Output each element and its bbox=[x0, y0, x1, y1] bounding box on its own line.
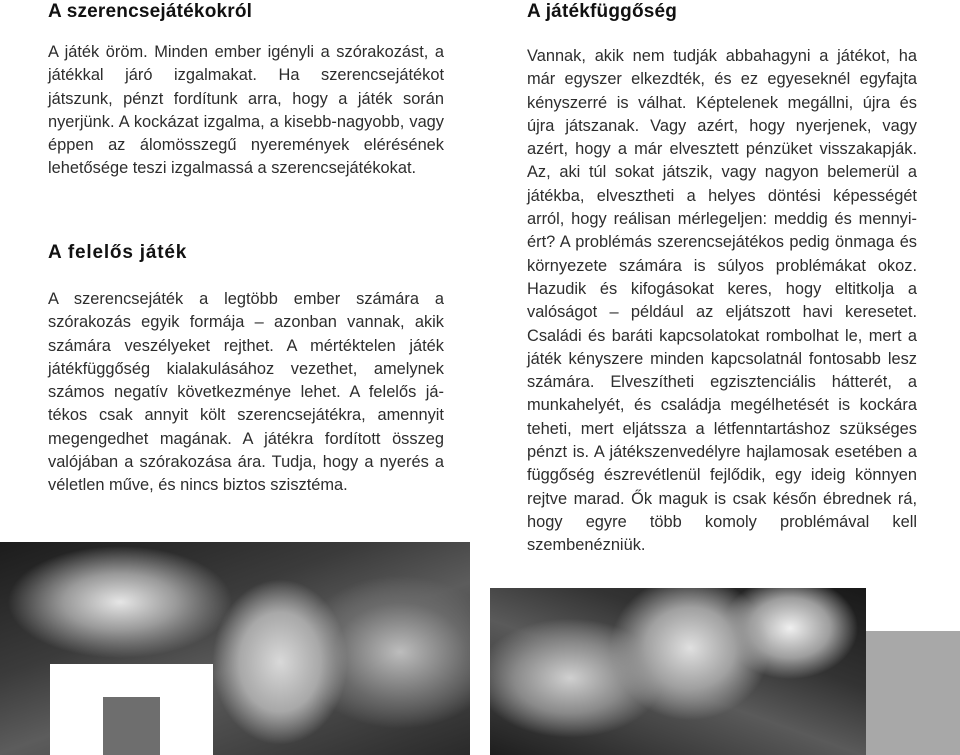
paragraph-about-gambling: A játék öröm. Minden ember igényli a szórakozást, a játékkal járó izgalmakat. Ha szerencsejátékot játszunk, pénzt fordítunk arra, hogy a játék során nyerjünk. A kockázat izgalma, a kisebb-nagyobb, vagy éppen az álomösszegű nyeremények elérésének lehetősége teszi izgalmassá a szerencsejátékokat. bbox=[48, 43, 444, 178]
decorative-white-square bbox=[866, 588, 960, 631]
decorative-gray-square bbox=[103, 697, 160, 755]
heading-gambling-addiction: A játékfüggőség bbox=[527, 1, 678, 22]
decorative-white-square bbox=[818, 542, 960, 588]
paragraph-responsible-gaming: A szerencsejáték a legtöbb ember számára a szórakozás egyik formája – azonban vannak, akik számára veszélyeket rejthet. A mértéktelen játék játékfüggőség kialakulásához vezethet, amelynek számos negatív következménye lehet. A felelős játékos csak annyit költ szerencsejátékra, amennyit megengedhet magának. A játékra fordított összeg valójában a szórakozása ára. Tudja, hogy a nyerés a véletlen műve, és nincs biztos szisztéma. bbox=[48, 290, 444, 495]
paragraph-gambling-addiction: Vannak, akik nem tudják abbahagyni a játékot, ha már egyszer elkezdték, és ez egyeseknél egyfajta kényszerré is válhat. Képtelenek megállni, újra és újra játszanak. Vagy azért, hogy nyerjenek, vagy azért, hogy a már elvesztett pénzüket visszakapják. Az, aki túl sokat játszik, vagy nagyon belemerül a játékba, elvesztheti a helyes döntési képességét arról, hogy reálisan mérlegeljen: meddig és mennyiért? A problémás szerencsejátékos pedig önmaga és környezete számára is súlyos problémákat okoz. Hazudik és kifogásokat keres, hogy eltitkolja a valóságot – például az eljátszott havi keresetet. Családi és baráti kapcsolatokat rombolhat le, mert a játék kényszere minden kapcsolatnál fontosabb lesz számára. Elveszítheti egzisztenciális hátterét, a munkahelyét, és családja megélhetését is kockára teheti, mert eljátssza a létfenntartáshoz szükséges pénzt is. A játékszenvedélyre hajlamosak esetében a függőség észrevétlenül fejlődik, egy ideig könnyen rejtve marad. Ők maguk is csak későn ébrednek rá, hogy egyre több komoly problémával kell szembenézniük. bbox=[527, 47, 917, 555]
heading-about-gambling: A szerencsejátékokról bbox=[48, 1, 253, 22]
decorative-gray-square bbox=[866, 631, 960, 755]
heading-responsible-gaming: A felelős játék bbox=[48, 242, 188, 263]
